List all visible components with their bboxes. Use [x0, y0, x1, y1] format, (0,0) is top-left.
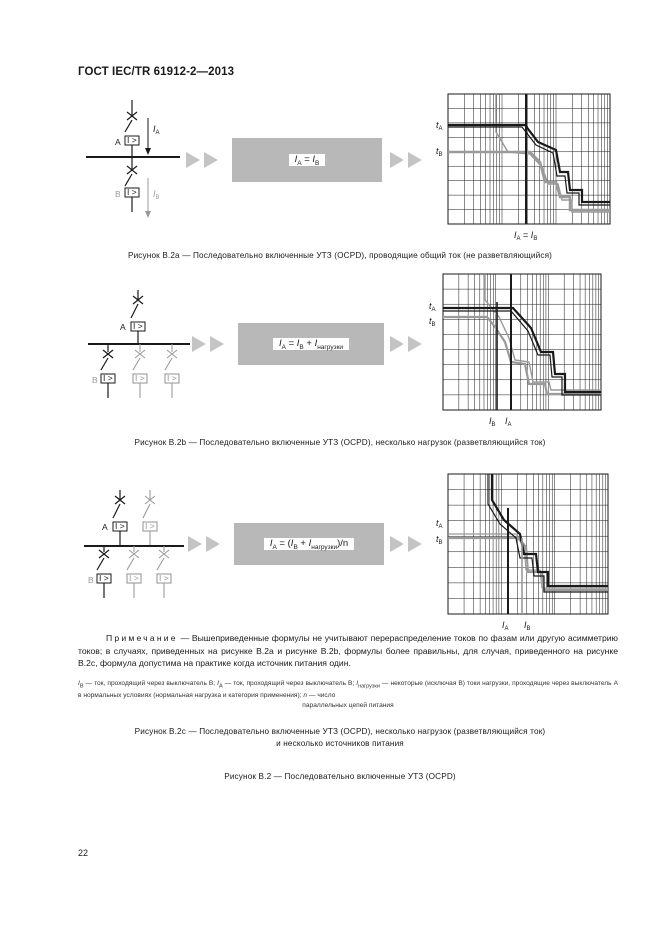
graph-label-ta: $t_A$ — [436, 518, 443, 530]
note-text: — Вышеприведенные формулы не учитывают перераспределение токов по фазам или другую асимметрию токов; в случаях, приведенных на рисунке В.2а и рисунке В.2b, формулы более правильны, для случая, приведенного на рисунке В.2с, формула допустима на практике когда источник питания один. — [78, 633, 618, 668]
flow-arrows-right — [390, 334, 430, 354]
graph-label-tb: $t_B$ — [436, 146, 443, 158]
graph-xlabel-a: $I_A = I_B$ — [514, 230, 538, 242]
breaker-label-a: A — [115, 137, 121, 147]
svg-text:I >: I > — [103, 373, 113, 383]
svg-text:I >: I > — [133, 321, 143, 331]
time-current-graph-a — [430, 92, 620, 242]
svg-text:I >: I > — [115, 521, 125, 531]
relay-symbol-a: I > — [127, 135, 137, 145]
document-header: ГОСТ IEC/TR 61912-2—2013 — [78, 66, 235, 78]
graph-xlabel-ib: $I_B$ — [489, 416, 496, 428]
svg-text:I >: I > — [127, 187, 137, 197]
time-current-graph-c — [430, 472, 620, 632]
svg-text:I >: I > — [145, 521, 155, 531]
note-paragraph — [78, 632, 618, 670]
formula-a: $I_A = I_B$ — [289, 154, 326, 167]
graph-xlabel-ib: $I_B$ — [524, 620, 531, 632]
flow-arrows-left — [192, 334, 232, 354]
svg-text:I >: I > — [99, 573, 109, 583]
svg-text:I >: I > — [135, 373, 145, 383]
svg-text:I >: I > — [167, 373, 177, 383]
flow-arrows-left — [188, 534, 228, 554]
formula-box-b — [238, 323, 384, 365]
flow-arrows-right — [390, 534, 430, 554]
breaker-label-b: B — [92, 375, 98, 385]
current-label-a: $I_A$ — [153, 124, 160, 136]
graph-label-ta: $t_A$ — [429, 301, 436, 313]
formula-box-a — [232, 138, 382, 182]
figure-b2c — [0, 470, 661, 640]
formula-b: $I_A = I_B + I_{нагрузки}$ — [273, 338, 349, 351]
formula-box-c — [234, 523, 384, 565]
circuit-diagram-b — [78, 290, 198, 410]
caption-b2c: Рисунок В.2с — Последовательно включенные УТЗ (OCPD), несколько нагрузок (разветвляющийся ток) и несколько источников питания — [134, 727, 546, 748]
breaker-label-a: A — [102, 522, 108, 532]
breaker-label-b: B — [115, 189, 121, 199]
svg-text:I >: I > — [129, 573, 139, 583]
time-current-graph-b — [425, 272, 615, 432]
caption-b2b: Рисунок В.2b — Последовательно включенные УТЗ (OCPD), несколько нагрузок (разветвляющийся ток) — [134, 438, 546, 447]
graph-label-ta: $t_A$ — [436, 120, 443, 132]
note-prefix: Примечание — [106, 633, 178, 643]
caption-b2a: Рисунок В.2а — Последовательно включенные УТЗ (OCPD), проводящие общий ток (не разветвляющийся) — [127, 251, 553, 260]
caption-main: Рисунок В.2 — Последовательно включенные УТЗ (OCPD) — [224, 772, 456, 781]
formula-c: $I_A = (I_B + I_{нагрузки})/n$ — [264, 538, 354, 551]
symbols-legend: $I_B$ — ток, проходящий через выключатель В; $I_A$ — ток, проходящий через выключатель В; $I_{нагрузки}$ — некоторые (исключая В) токи нагрузки, проходящие через выключатель А в нормальных условиях (нормальная нагрузка и категория применения); n — число параллельных цепей питания — [78, 680, 618, 710]
page-number: 22 — [78, 848, 89, 858]
breaker-label-b: B — [88, 575, 94, 585]
graph-xlabel-ia: $I_A$ — [502, 620, 509, 632]
figure-b2b — [0, 270, 661, 440]
current-label-b: $I_B$ — [153, 189, 160, 201]
graph-label-tb: $t_B$ — [436, 534, 443, 546]
circuit-diagram-a — [70, 100, 190, 230]
flow-arrows-left — [186, 150, 226, 170]
figure-b2a — [0, 90, 661, 260]
graph-label-tb: $t_B$ — [429, 316, 436, 328]
graph-xlabel-ia: $I_A$ — [505, 416, 512, 428]
flow-arrows-right — [390, 150, 430, 170]
breaker-label-a: A — [120, 322, 126, 332]
circuit-diagram-c — [84, 490, 194, 610]
svg-text:I >: I > — [159, 573, 169, 583]
